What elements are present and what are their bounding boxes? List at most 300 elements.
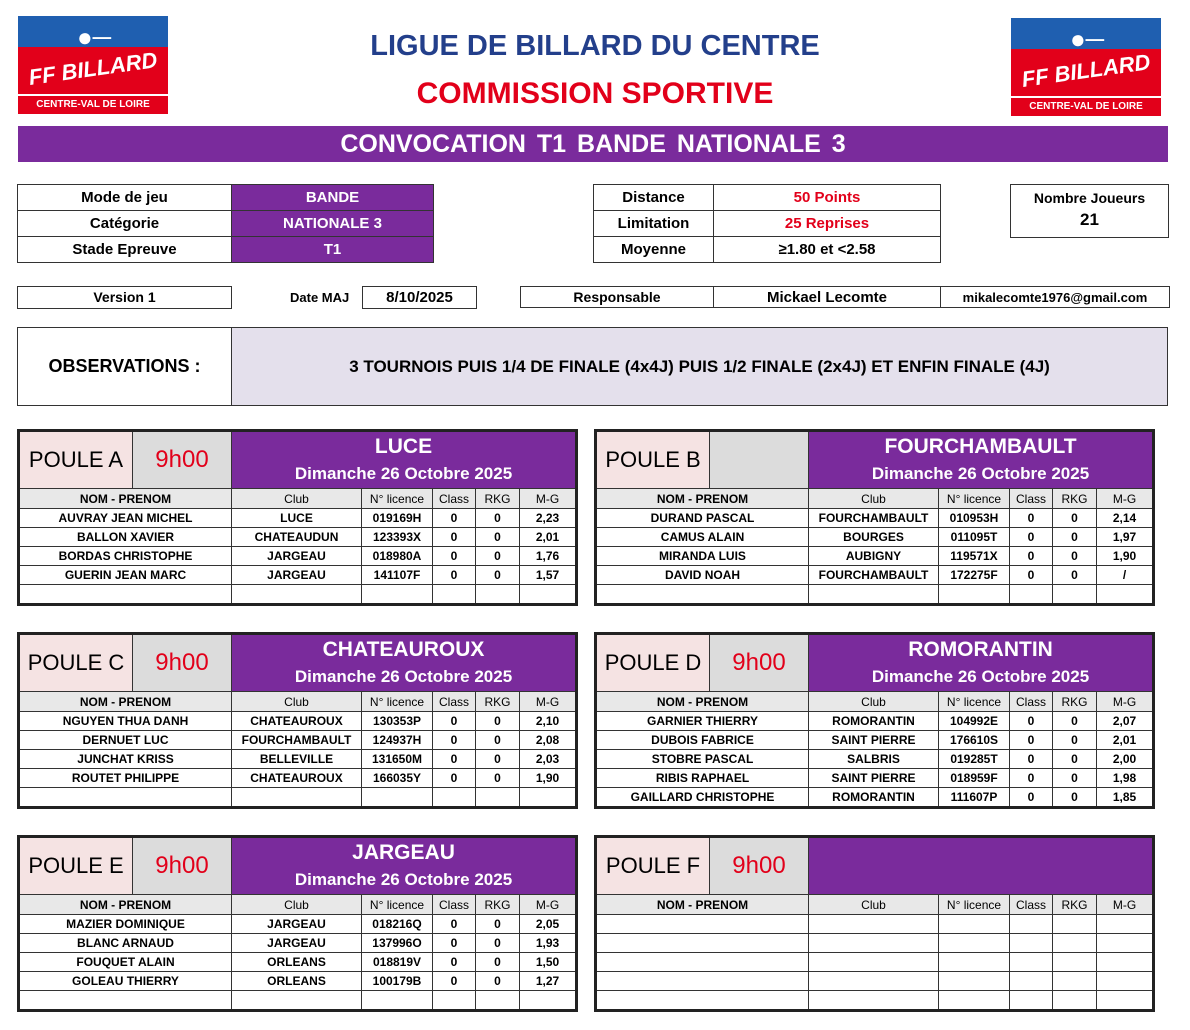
player-mg: 1,50 (520, 953, 577, 972)
player-name (596, 934, 809, 953)
player-class: 0 (433, 712, 476, 731)
player-rkg: 0 (476, 972, 520, 991)
player-club (232, 991, 362, 1011)
player-licence (939, 915, 1010, 934)
col-mg: M-G (1097, 895, 1154, 915)
col-rkg: RKG (1053, 692, 1097, 712)
col-licence: N° licence (939, 489, 1010, 509)
player-licence: 176610S (939, 731, 1010, 750)
poule-time: 9h00 (133, 634, 232, 692)
col-class: Class (433, 489, 476, 509)
player-row (596, 528, 1154, 547)
player-licence (939, 972, 1010, 991)
category-value: NATIONALE 3 (232, 211, 434, 237)
player-name (596, 915, 809, 934)
player-club: ORLEANS (232, 953, 362, 972)
player-mg: 1,76 (520, 547, 577, 566)
league-title: LIGUE DE BILLARD DU CENTRE (370, 30, 820, 62)
player-club: SAINT PIERRE (809, 731, 939, 750)
player-licence (939, 991, 1010, 1011)
player-licence: 019169H (362, 509, 433, 528)
player-rkg: 0 (1053, 566, 1097, 585)
player-name: ROUTET PHILIPPE (19, 769, 232, 788)
poule-name: POULE C (19, 634, 133, 692)
distance-value: 50 Points (714, 185, 941, 211)
player-mg: / (1097, 566, 1154, 585)
player-row (596, 915, 1154, 934)
player-club: JARGEAU (232, 934, 362, 953)
moyenne-label: Moyenne (594, 237, 714, 263)
player-class (1010, 915, 1053, 934)
player-name: DERNUET LUC (19, 731, 232, 750)
player-rkg (1053, 991, 1097, 1011)
player-rkg: 0 (476, 712, 520, 731)
poule-table-d (594, 632, 1155, 809)
player-class: 0 (433, 915, 476, 934)
player-rkg: 0 (1053, 731, 1097, 750)
col-rkg: RKG (476, 895, 520, 915)
player-class: 0 (433, 934, 476, 953)
player-mg: 1,97 (1097, 528, 1154, 547)
poule-time (710, 431, 809, 489)
player-rkg: 0 (476, 750, 520, 769)
player-row (596, 972, 1154, 991)
col-club: Club (809, 895, 939, 915)
player-class: 0 (1010, 547, 1053, 566)
player-club: CHATEAUROUX (232, 712, 362, 731)
players-count-box (1010, 184, 1169, 238)
player-club: AUBIGNY (809, 547, 939, 566)
player-class: 0 (433, 972, 476, 991)
player-name (596, 991, 809, 1011)
player-name (596, 972, 809, 991)
player-class: 0 (433, 547, 476, 566)
col-club: Club (232, 692, 362, 712)
poule-name: POULE A (19, 431, 133, 489)
player-rkg: 0 (1053, 750, 1097, 769)
player-club: BOURGES (809, 528, 939, 547)
player-rkg: 0 (1053, 788, 1097, 808)
player-row (596, 712, 1154, 731)
col-rkg: RKG (476, 692, 520, 712)
player-class: 0 (1010, 509, 1053, 528)
billiard-player-icon: ●─ (1069, 24, 1105, 54)
player-row (596, 509, 1154, 528)
player-rkg (1053, 934, 1097, 953)
responsable-name: Mickael Lecomte (714, 287, 941, 308)
commission-title: COMMISSION SPORTIVE (416, 77, 774, 110)
logo-sub: CENTRE-VAL DE LOIRE (1011, 98, 1161, 116)
player-rkg: 0 (476, 528, 520, 547)
poule-name: POULE F (596, 837, 710, 895)
col-rkg: RKG (1053, 895, 1097, 915)
poule-table-b (594, 429, 1155, 606)
player-row (596, 731, 1154, 750)
player-club: FOURCHAMBAULT (232, 731, 362, 750)
poule-venue: CHATEAUROUX (322, 638, 485, 661)
player-class: 0 (1010, 528, 1053, 547)
player-mg: 2,01 (1097, 731, 1154, 750)
player-row (19, 953, 577, 972)
col-nom: NOM - PRENOM (19, 895, 232, 915)
player-class: 0 (1010, 788, 1053, 808)
player-club: SALBRIS (809, 750, 939, 769)
player-mg: 2,00 (1097, 750, 1154, 769)
col-nom: NOM - PRENOM (19, 489, 232, 509)
player-name: AUVRAY JEAN MICHEL (19, 509, 232, 528)
player-class (1010, 972, 1053, 991)
player-class: 0 (1010, 566, 1053, 585)
player-row (596, 934, 1154, 953)
player-rkg: 0 (476, 509, 520, 528)
player-mg: 1,90 (1097, 547, 1154, 566)
player-row (19, 585, 577, 605)
player-licence: 010953H (939, 509, 1010, 528)
col-mg: M-G (520, 692, 577, 712)
player-row (19, 769, 577, 788)
col-mg: M-G (1097, 692, 1154, 712)
player-club: JARGEAU (232, 547, 362, 566)
player-licence: 104992E (939, 712, 1010, 731)
players-count-value: 21 (1080, 210, 1099, 229)
col-class: Class (1010, 692, 1053, 712)
player-row (19, 972, 577, 991)
poule-name: POULE D (596, 634, 710, 692)
player-name: GUERIN JEAN MARC (19, 566, 232, 585)
player-rkg: 0 (476, 953, 520, 972)
player-rkg (1053, 915, 1097, 934)
poule-date: Dimanche 26 Octobre 2025 (871, 667, 1090, 686)
distance-label: Distance (594, 185, 714, 211)
player-class: 0 (1010, 731, 1053, 750)
player-rkg: 0 (476, 547, 520, 566)
player-name (19, 991, 232, 1011)
version: Version 1 (17, 286, 232, 309)
player-club: ROMORANTIN (809, 712, 939, 731)
player-licence: 018980A (362, 547, 433, 566)
player-name: FOUQUET ALAIN (19, 953, 232, 972)
poule-date: Dimanche 26 Octobre 2025 (294, 464, 513, 483)
player-mg: 1,85 (1097, 788, 1154, 808)
player-mg (520, 788, 577, 808)
player-rkg: 0 (476, 915, 520, 934)
player-rkg: 0 (1053, 769, 1097, 788)
player-licence (939, 585, 1010, 605)
player-mg: 2,23 (520, 509, 577, 528)
player-row (596, 585, 1154, 605)
col-rkg: RKG (476, 489, 520, 509)
player-name: JUNCHAT KRISS (19, 750, 232, 769)
billiard-player-icon: ●─ (76, 22, 112, 52)
player-name (19, 788, 232, 808)
player-rkg: 0 (1053, 712, 1097, 731)
col-rkg: RKG (1053, 489, 1097, 509)
col-nom: NOM - PRENOM (19, 692, 232, 712)
player-class (433, 991, 476, 1011)
player-mg (1097, 915, 1154, 934)
distance-info-table (593, 184, 941, 263)
player-class: 0 (1010, 769, 1053, 788)
player-club: CHATEAUROUX (232, 769, 362, 788)
col-mg: M-G (520, 895, 577, 915)
player-mg: 2,03 (520, 750, 577, 769)
player-mg: 1,27 (520, 972, 577, 991)
poule-time: 9h00 (710, 634, 809, 692)
col-club: Club (232, 895, 362, 915)
player-club: CHATEAUDUN (232, 528, 362, 547)
col-mg: M-G (520, 489, 577, 509)
poule-time: 9h00 (710, 837, 809, 895)
player-rkg: 0 (476, 934, 520, 953)
player-mg: 1,57 (520, 566, 577, 585)
player-licence: 018819V (362, 953, 433, 972)
player-mg (520, 991, 577, 1011)
player-licence: 124937H (362, 731, 433, 750)
player-mg (520, 585, 577, 605)
player-mg: 1,90 (520, 769, 577, 788)
player-name: BLANC ARNAUD (19, 934, 232, 953)
logo-brand: FF BILLARD (27, 47, 159, 90)
col-mg: M-G (1097, 489, 1154, 509)
col-licence: N° licence (939, 692, 1010, 712)
mode-label: Mode de jeu (18, 185, 232, 211)
player-class: 0 (433, 566, 476, 585)
poule-venue: FOURCHAMBAULT (884, 435, 1077, 458)
poule-table-c (17, 632, 578, 809)
player-row (596, 547, 1154, 566)
player-club: JARGEAU (232, 566, 362, 585)
responsable-table (520, 286, 1170, 308)
player-club (232, 788, 362, 808)
player-name: DUBOIS FABRICE (596, 731, 809, 750)
player-name (596, 953, 809, 972)
player-club (809, 991, 939, 1011)
player-club: BELLEVILLE (232, 750, 362, 769)
player-row (19, 750, 577, 769)
player-licence: 172275F (939, 566, 1010, 585)
poule-venue-cell (232, 634, 577, 692)
player-licence: 131650M (362, 750, 433, 769)
observations-text: 3 TOURNOIS PUIS 1/4 DE FINALE (4x4J) PUIS 1/2 FINALE (2x4J) ET ENFIN FINALE (4J) (231, 327, 1168, 406)
player-licence: 100179B (362, 972, 433, 991)
player-class (1010, 991, 1053, 1011)
player-class: 0 (433, 509, 476, 528)
player-row (19, 731, 577, 750)
player-mg (1097, 585, 1154, 605)
player-club: ROMORANTIN (809, 788, 939, 808)
player-club (809, 934, 939, 953)
player-class: 0 (1010, 712, 1053, 731)
col-club: Club (809, 692, 939, 712)
player-row (19, 915, 577, 934)
col-nom: NOM - PRENOM (596, 895, 809, 915)
poule-table-a (17, 429, 578, 606)
responsable-email[interactable]: mikalecomte1976@gmail.com (941, 287, 1170, 308)
player-class: 0 (433, 750, 476, 769)
player-licence (939, 934, 1010, 953)
poule-venue: ROMORANTIN (908, 638, 1053, 661)
player-name: CAMUS ALAIN (596, 528, 809, 547)
player-rkg: 0 (476, 769, 520, 788)
player-name: GOLEAU THIERRY (19, 972, 232, 991)
col-licence: N° licence (362, 489, 433, 509)
player-rkg: 0 (476, 566, 520, 585)
poule-name: POULE E (19, 837, 133, 895)
player-licence: 130353P (362, 712, 433, 731)
player-class (1010, 953, 1053, 972)
player-class (433, 788, 476, 808)
player-rkg (1053, 953, 1097, 972)
player-rkg (476, 585, 520, 605)
stade-label: Stade Epreuve (18, 237, 232, 263)
player-row (596, 566, 1154, 585)
player-name: MIRANDA LUIS (596, 547, 809, 566)
player-row (596, 953, 1154, 972)
player-class: 0 (1010, 750, 1053, 769)
player-name: DAVID NOAH (596, 566, 809, 585)
player-mg: 2,14 (1097, 509, 1154, 528)
poule-venue-cell (232, 431, 577, 489)
player-name: DURAND PASCAL (596, 509, 809, 528)
poule-name: POULE B (596, 431, 710, 489)
player-club: FOURCHAMBAULT (809, 509, 939, 528)
player-mg: 2,10 (520, 712, 577, 731)
convocation-banner: CONVOCATION T1 BANDE NATIONALE 3 (18, 126, 1168, 162)
player-club: FOURCHAMBAULT (809, 566, 939, 585)
player-club (809, 953, 939, 972)
poule-venue-cell (809, 634, 1154, 692)
player-name: STOBRE PASCAL (596, 750, 809, 769)
logo-brand: FF BILLARD (1020, 49, 1152, 92)
player-club (809, 972, 939, 991)
player-row (596, 991, 1154, 1011)
player-row (19, 788, 577, 808)
player-row (596, 750, 1154, 769)
player-club: JARGEAU (232, 915, 362, 934)
poule-table-f (594, 835, 1155, 1012)
player-licence: 141107F (362, 566, 433, 585)
player-mg: 2,05 (520, 915, 577, 934)
stade-value: T1 (232, 237, 434, 263)
player-row (19, 991, 577, 1011)
player-class (433, 585, 476, 605)
player-rkg: 0 (1053, 509, 1097, 528)
player-rkg: 0 (1053, 547, 1097, 566)
poule-venue-cell (809, 431, 1154, 489)
date-label: Date MAJ (290, 290, 350, 305)
player-class: 0 (433, 953, 476, 972)
col-class: Class (1010, 895, 1053, 915)
player-mg: 1,93 (520, 934, 577, 953)
poule-date: Dimanche 26 Octobre 2025 (294, 870, 513, 889)
poule-date: Dimanche 26 Octobre 2025 (294, 667, 513, 686)
player-name (596, 585, 809, 605)
category-label: Catégorie (18, 211, 232, 237)
player-name: NGUYEN THUA DANH (19, 712, 232, 731)
limit-label: Limitation (594, 211, 714, 237)
mode-value: BANDE (232, 185, 434, 211)
player-licence (362, 991, 433, 1011)
player-club (232, 585, 362, 605)
player-club (809, 915, 939, 934)
player-row (19, 712, 577, 731)
moyenne-value: ≥1.80 et <2.58 (714, 237, 941, 263)
player-class: 0 (433, 769, 476, 788)
player-rkg: 0 (1053, 528, 1097, 547)
player-licence: 119571X (939, 547, 1010, 566)
player-licence (939, 953, 1010, 972)
col-licence: N° licence (939, 895, 1010, 915)
player-name: RIBIS RAPHAEL (596, 769, 809, 788)
player-mg (1097, 934, 1154, 953)
poule-table-e (17, 835, 578, 1012)
player-name: BORDAS CHRISTOPHE (19, 547, 232, 566)
col-club: Club (809, 489, 939, 509)
player-licence: 123393X (362, 528, 433, 547)
player-licence: 019285T (939, 750, 1010, 769)
col-class: Class (433, 692, 476, 712)
poule-venue: JARGEAU (352, 841, 455, 864)
player-licence: 011095T (939, 528, 1010, 547)
col-class: Class (1010, 489, 1053, 509)
player-name: MAZIER DOMINIQUE (19, 915, 232, 934)
player-rkg (476, 788, 520, 808)
player-mg (1097, 953, 1154, 972)
player-mg: 1,98 (1097, 769, 1154, 788)
col-licence: N° licence (362, 895, 433, 915)
player-row (596, 788, 1154, 808)
player-name (19, 585, 232, 605)
player-row (19, 566, 577, 585)
player-mg (1097, 991, 1154, 1011)
poule-time: 9h00 (133, 837, 232, 895)
player-row (19, 509, 577, 528)
poule-venue: LUCE (374, 435, 433, 458)
game-info-table (17, 184, 434, 263)
poule-time: 9h00 (133, 431, 232, 489)
player-row (19, 934, 577, 953)
player-name: GARNIER THIERRY (596, 712, 809, 731)
player-club (809, 585, 939, 605)
poule-venue-cell (809, 837, 1154, 895)
col-class: Class (433, 895, 476, 915)
poule-venue-cell (232, 837, 577, 895)
player-licence: 111607P (939, 788, 1010, 808)
player-rkg: 0 (476, 731, 520, 750)
limit-value: 25 Reprises (714, 211, 941, 237)
col-nom: NOM - PRENOM (596, 489, 809, 509)
player-licence: 018216Q (362, 915, 433, 934)
player-row (19, 528, 577, 547)
ff-billard-logo-right (1011, 18, 1161, 116)
player-club: ORLEANS (232, 972, 362, 991)
player-mg: 2,01 (520, 528, 577, 547)
ff-billard-logo-left (18, 16, 168, 114)
player-row (19, 547, 577, 566)
player-licence: 166035Y (362, 769, 433, 788)
player-mg: 2,07 (1097, 712, 1154, 731)
player-mg (1097, 972, 1154, 991)
poule-date: Dimanche 26 Octobre 2025 (871, 464, 1090, 483)
player-row (596, 769, 1154, 788)
col-nom: NOM - PRENOM (596, 692, 809, 712)
player-licence: 018959F (939, 769, 1010, 788)
player-rkg (1053, 972, 1097, 991)
player-name: BALLON XAVIER (19, 528, 232, 547)
player-rkg (1053, 585, 1097, 605)
player-licence (362, 585, 433, 605)
responsable-label: Responsable (521, 287, 714, 308)
